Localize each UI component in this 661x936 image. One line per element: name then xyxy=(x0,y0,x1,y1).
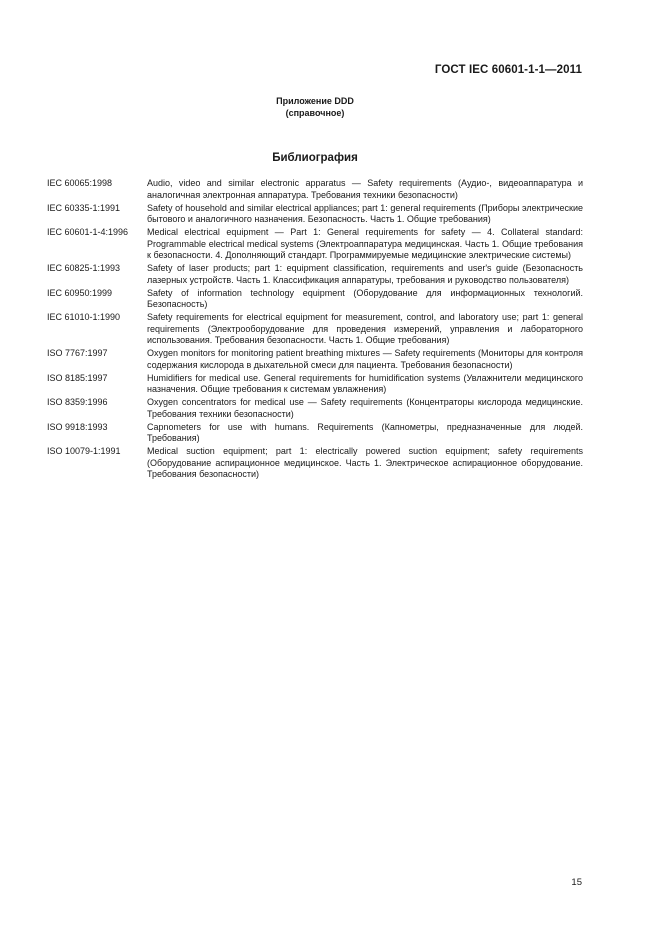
reference-code: ISO 8185:1997 xyxy=(47,372,108,383)
reference-code: ISO 8359:1996 xyxy=(47,397,108,407)
bibliography-entry xyxy=(47,422,583,447)
page-number: 15 xyxy=(571,877,582,888)
reference-description: Audio, video and similar electronic apparatus — Safety requirements (Аудио-, видеоаппаратура и аналогичная электронная аппаратура. Требования техники безопасности) xyxy=(147,178,583,200)
reference-description: Oxygen concentrators for medical use — Safety requirements (Концентраторы кислорода медицинские. Требования техники безопасности) xyxy=(147,397,583,419)
reference-description: Safety of information technology equipment (Оборудование для информационных технологий. Безопасность) xyxy=(147,287,583,309)
bibliography-entry xyxy=(47,397,583,422)
reference-code: ISO 9918:1993 xyxy=(47,421,108,432)
reference-code: IEC 61010-1:1990 xyxy=(47,312,121,322)
bibliography-entry xyxy=(47,178,583,203)
reference-code: IEC 60950:1999 xyxy=(47,287,113,298)
reference-code: IEC 60065:1998 xyxy=(47,178,113,188)
annex-subtitle: (справочное) xyxy=(285,107,345,118)
reference-code: ISO 7767:1997 xyxy=(47,348,108,358)
bibliography-entry xyxy=(47,227,583,263)
bibliography-entry xyxy=(47,312,583,348)
bibliography-entry xyxy=(47,373,583,398)
annex-title: Приложение DDD xyxy=(276,96,354,106)
bibliography-entry xyxy=(47,288,583,313)
bibliography-entry xyxy=(47,203,583,228)
bibliography-title: Библиография xyxy=(272,152,358,164)
reference-description: Safety of household and similar electrical appliances; part 1: general requirements (Приборы электрические бытового и аналогичного назначения. Безопасность. Часть 1. Общие требования) xyxy=(147,202,583,224)
reference-description: Safety requirements for electrical equipment for measurement, control, and laboratory use; part 1: general requirements (Электрооборудование для проведения измерений, управления и лабораторного использования. Требования безопасности. Часть 1. Общие требования) xyxy=(147,312,583,345)
bibliography-entry xyxy=(47,348,583,373)
standard-designation: ГОСТ IEC 60601-1-1—2011 xyxy=(434,64,582,76)
reference-description: Medical suction equipment; part 1: electrically powered suction equipment; safety requirements (Оборудование аспирационное медицинское. Часть 1. Электрическое аспирационное оборудование. Требования безопасности) xyxy=(147,446,583,479)
bibliography-list xyxy=(47,178,583,482)
bibliography-entry xyxy=(47,446,583,482)
annex-heading xyxy=(0,96,630,119)
reference-description: Humidifiers for medical use. General requirements for humidification systems (Увлажнители медицинского назначения. Общие требования к системам увлажнения) xyxy=(147,372,583,394)
reference-code: ISO 10079-1:1991 xyxy=(47,446,121,456)
reference-code: IEC 60825-1:1993 xyxy=(47,263,121,273)
reference-description: Capnometers for use with humans. Requirements (Капнометры, предназначенные для людей. Требования) xyxy=(147,421,583,443)
reference-description: Oxygen monitors for monitoring patient breathing mixtures — Safety requirements (Мониторы для контроля содержания кислорода в дыхательной смеси для пациента. Требования безопасности) xyxy=(147,348,583,370)
bibliography-entry xyxy=(47,263,583,288)
reference-code: IEC 60601-1-4:1996 xyxy=(47,227,129,237)
reference-description: Medical electrical equipment — Part 1: General requirements for safety — 4. Collateral standard: Programmable electrical medical systems (Электроаппаратура медицинская. Часть 1. Общие требования к безопасности. 4. Дополняющий стандарт. Программируемые медицинские электрические системы) xyxy=(147,227,583,260)
reference-description: Safety of laser products; part 1: equipment classification, requirements and user's guide (Безопасность лазерных устройств. Часть 1. Классификация аппаратуры, требования и руководство пользователя) xyxy=(147,263,583,285)
reference-code: IEC 60335-1:1991 xyxy=(47,202,121,213)
